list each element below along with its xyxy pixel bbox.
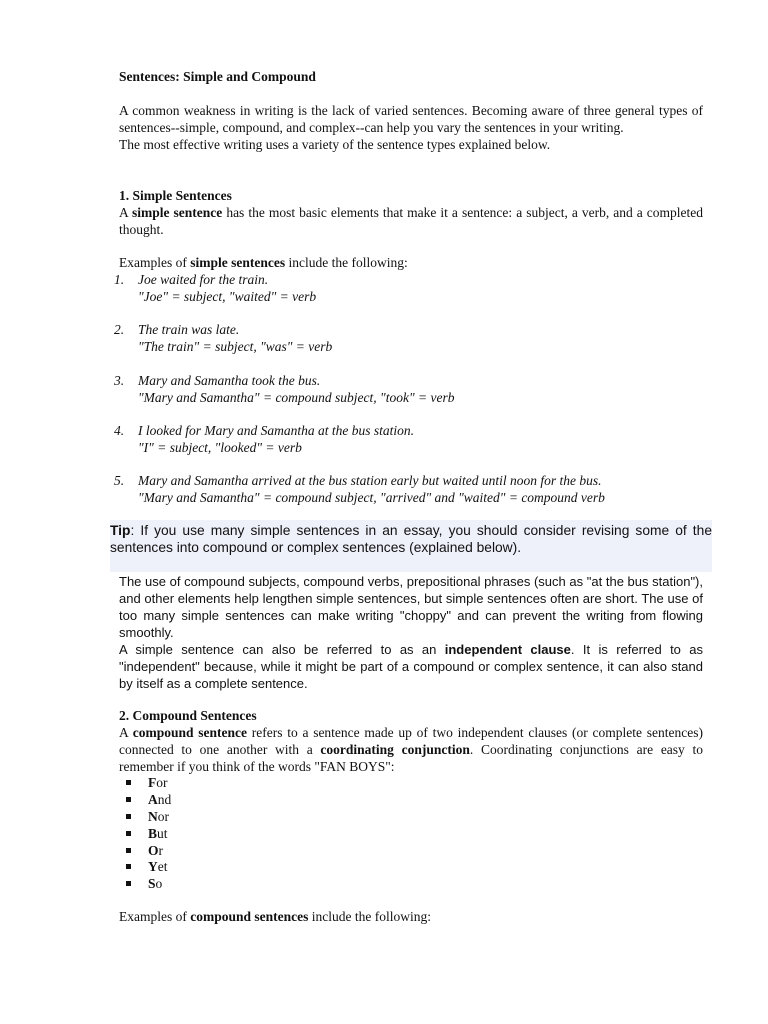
list-item: Nor	[126, 808, 171, 825]
example-item	[114, 372, 712, 406]
example-sentence: The train was late.	[138, 322, 240, 337]
example-note: "Mary and Samantha" = compound subject, "arrived" and "waited" = compound verb	[138, 490, 605, 505]
example-note: "I" = subject, "looked" = verb	[138, 440, 302, 455]
list-item: Yet	[126, 858, 171, 875]
list-item: But	[126, 825, 171, 842]
example-note: "The train" = subject, "was" = verb	[138, 339, 333, 354]
tip-label: Tip	[110, 523, 131, 538]
bullet-icon	[126, 797, 131, 802]
example-item	[114, 422, 712, 456]
bullet-icon	[126, 814, 131, 819]
section-heading-compound: 2. Compound Sentences	[119, 708, 257, 723]
list-item: Or	[126, 842, 171, 859]
example-number: 1.	[114, 272, 125, 287]
page-title: Sentences: Simple and Compound	[119, 69, 316, 84]
bullet-icon	[126, 831, 131, 836]
intro-text: A common weakness in writing is the lack of varied sentences. Becoming aware of three general types of sentences--simple, compound, and complex--can help you vary the sentences in your writing.	[119, 103, 703, 135]
simple-definition: A simple sentence has the most basic elements that make it a sentence: a subject, a verb, and a completed thought.	[119, 205, 703, 237]
example-item	[114, 271, 712, 305]
example-sentence: Mary and Samantha took the bus.	[138, 373, 321, 388]
compound-definition: A compound sentence refers to a sentence made up of two independent clauses (or complete sentences) connected to one another with a coordinating conjunction. Coordinating conjunctions are easy to remember if you think of the words "FAN BOYS":	[119, 725, 704, 774]
list-item: For	[126, 774, 171, 791]
example-note: "Mary and Samantha" = compound subject, "took" = verb	[138, 390, 455, 405]
list-item: So	[126, 875, 171, 892]
intro-text-2: The most effective writing uses a variety of the sentence types explained below.	[119, 137, 551, 152]
tip-text: : If you use many simple sentences in an essay, you should consider revising some of the sentences into compound or complex sentences (explained below).	[110, 523, 712, 555]
example-item	[114, 472, 712, 506]
bullet-icon	[126, 848, 131, 853]
example-sentence: Joe waited for the train.	[138, 272, 269, 287]
example-number: 3.	[114, 373, 125, 388]
example-sentence: I looked for Mary and Samantha at the bus station.	[138, 423, 414, 438]
fanboys-list	[126, 774, 171, 892]
section-heading-simple: 1. Simple Sentences	[119, 188, 232, 203]
compound-examples-intro: Examples of compound sentences include the following:	[119, 909, 431, 924]
example-item	[114, 321, 712, 355]
bullet-icon	[126, 780, 131, 785]
example-number: 4.	[114, 423, 125, 438]
simple-examples-intro: Examples of simple sentences include the following:	[119, 255, 408, 270]
bullet-icon	[126, 864, 131, 869]
example-note: "Joe" = subject, "waited" = verb	[138, 289, 317, 304]
example-number: 2.	[114, 322, 125, 337]
tip-box	[110, 520, 712, 572]
after-tip-paragraph: The use of compound subjects, compound verbs, prepositional phrases (such as "at the bus station"), and other elements help lengthen simple sentences, but simple sentences often are short. The use of too many simple sentences can make writing "choppy" and can prevent the writing from flowing smoothly. A simple sentence can also be referred to as an independent clause. It is referred to as "independent" because, while it might be part of a compound or complex sentence, it can also stand by itself as a complete sentence.	[119, 574, 704, 691]
example-number: 5.	[114, 473, 125, 488]
bullet-icon	[126, 881, 131, 886]
intro-paragraph	[119, 102, 703, 153]
independent-clause-paragraph: A simple sentence can also be referred to as an independent clause. It is referred to as "independent" because, while it might be part of a compound or complex sentence, it can also stand by itself as a complete sentence.	[119, 642, 704, 691]
list-item: And	[126, 791, 171, 808]
example-sentence: Mary and Samantha arrived at the bus station early but waited until noon for the bus.	[138, 473, 602, 488]
